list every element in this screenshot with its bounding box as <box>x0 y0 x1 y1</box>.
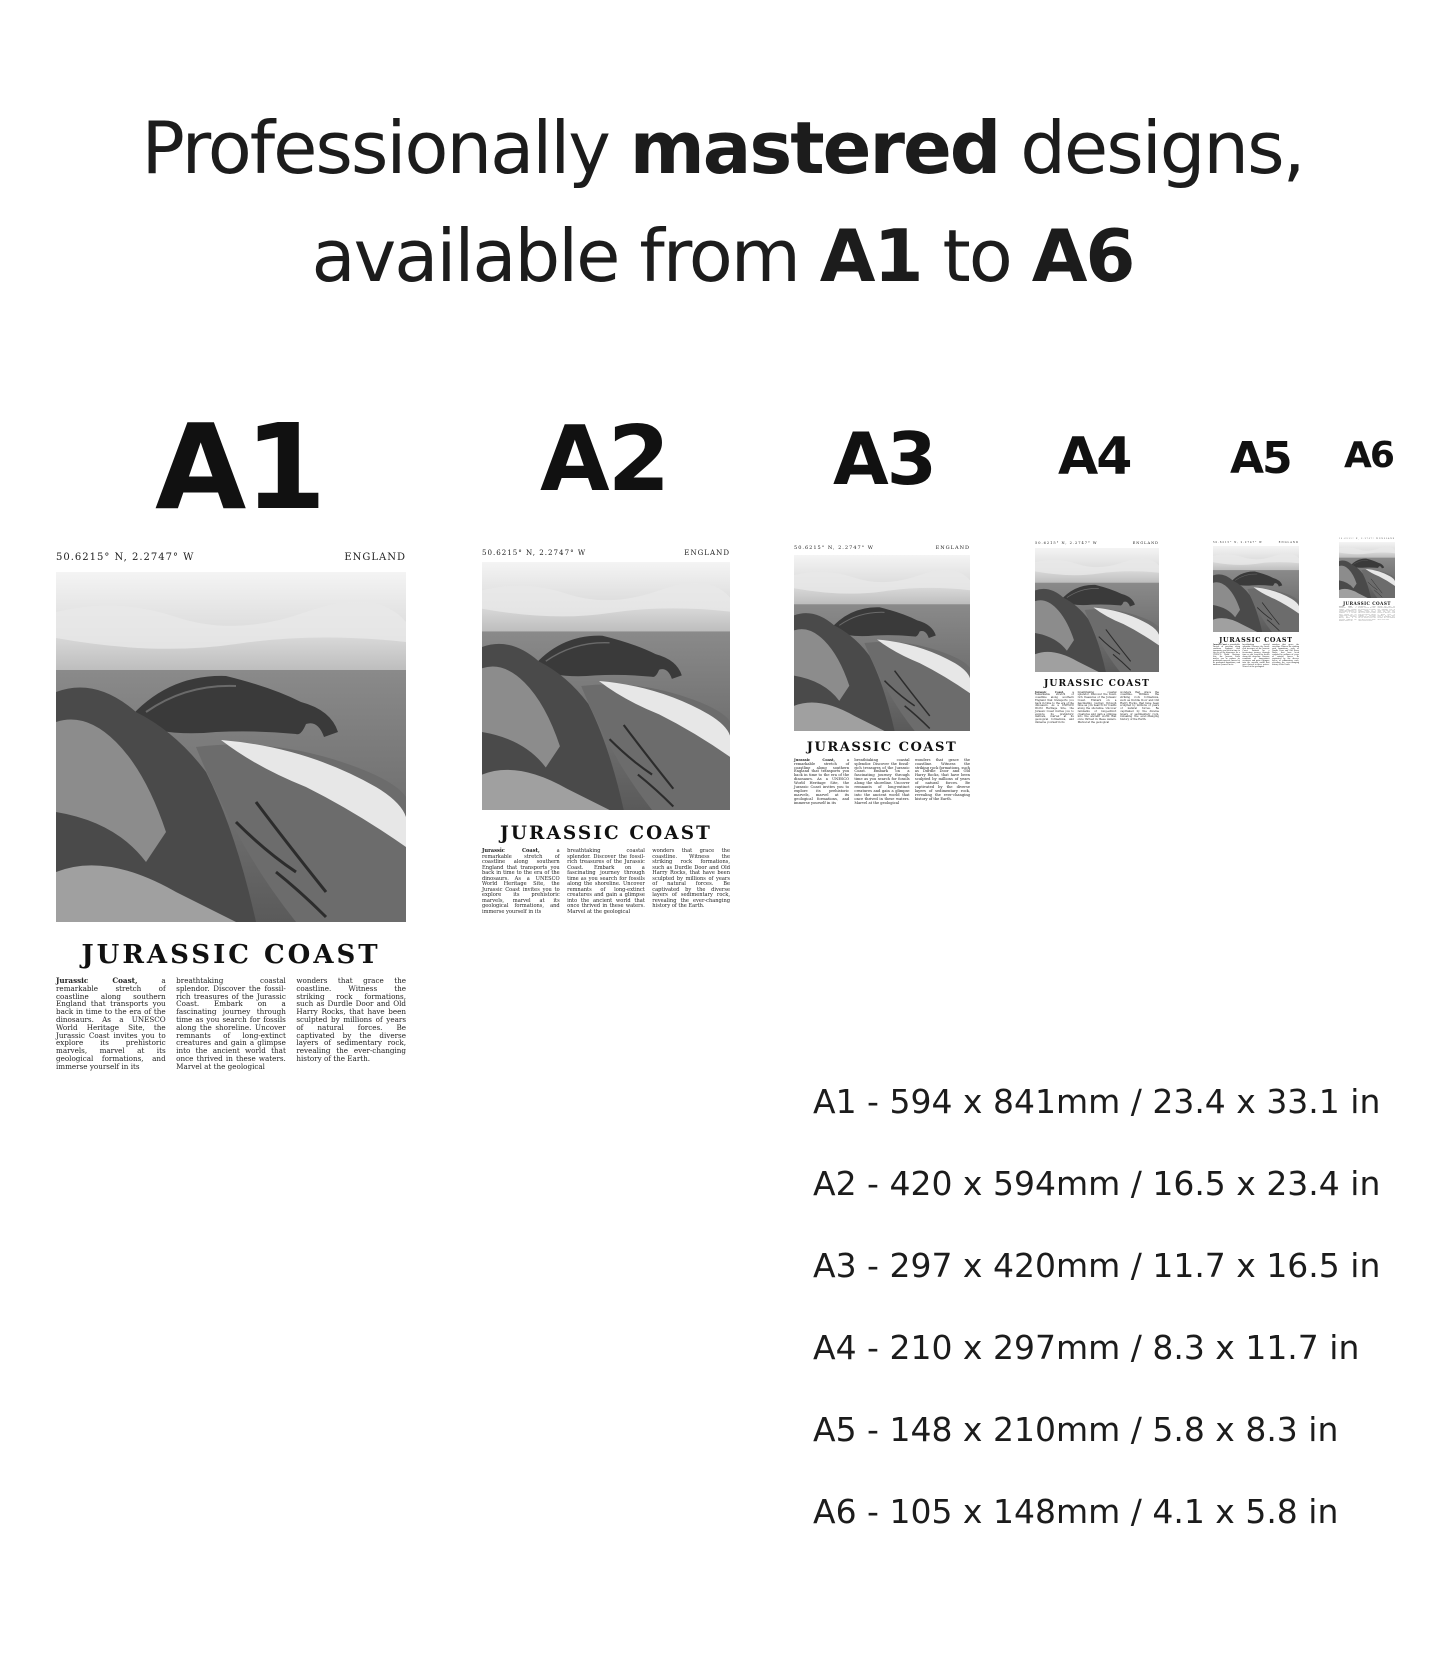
poster-body-column-2: breathtaking coastal splendor. Discover the fossil-rich treasures of the Jurassic Coast. Embark on a fascinating journey through time as you search for fossils along the shoreline. Uncover remnants of long-extinct creatures and gain a glimpse into the ancient world that once thrived in these waters. Marvel at the geological <box>854 757 910 805</box>
headline-text: available from <box>311 214 820 298</box>
poster-country: ENGLAND <box>1278 541 1299 544</box>
poster-title: JURASSIC COAST <box>81 940 381 970</box>
poster-body-column-2: breathtaking coastal splendor. Discover the fossil-rich treasures of the Jurassic Coast. Embark on a fascinating journey through time as you search for fossils along the shoreline. Uncover remnants of long-extinct creatures and gain a glimpse into the ancient world that once thrived in these waters. Marvel at the geological <box>176 976 286 1071</box>
size-label-a4: A4 <box>1058 427 1131 487</box>
poster-body-text: a remarkable stretch of coastline along southern England that transports you back in time to the era of the dinosaurs. As a UNESCO World Heritage Site, the Jurassic Coast invites you to explore its prehistoric marvels, marvel at its geological formations, and immerse yourself in its <box>1213 644 1240 666</box>
size-label-a1: A1 <box>155 398 325 536</box>
poster-body-column-2: breathtaking coastal splendor. Discover the fossil-rich treasures of the Jurassic Coast. Embark on a fascinating journey through time as you search for fossils along the shoreline. Uncover remnants of long-extinct creatures and gain a glimpse into the ancient world that once thrived in these waters. Marvel at the geological <box>1077 690 1117 724</box>
poster-header <box>56 552 406 563</box>
poster-header <box>482 548 730 557</box>
poster-a3 <box>794 545 970 805</box>
poster-a1 <box>56 552 406 1072</box>
poster-country: ENGLAND <box>935 545 970 551</box>
poster-body <box>1213 645 1299 666</box>
size-spec-a5: A5 - 148 x 210mm / 5.8 x 8.3 in <box>813 1410 1339 1449</box>
size-label-a5: A5 <box>1230 433 1291 484</box>
durdle-door-photo <box>56 572 406 922</box>
poster-body-column-3: wonders that grace the coastline. Witness the striking rock formations, such as Durdle Door and Old Harry Rocks, that have been sculpted by millions of years of natural forces. Be captivated by the diverse layers of sedimentary rock, revealing the ever-changing history of the Earth. <box>1377 607 1395 621</box>
durdle-door-photo <box>1339 542 1395 598</box>
poster-photo <box>1339 542 1395 598</box>
poster-body-lead: Jurassic Coast, <box>794 757 835 762</box>
poster-title: JURASSIC COAST <box>1044 678 1150 690</box>
poster-body-text: a remarkable stretch of coastline along southern England that transports you back in time to the era of the dinosaurs. As a UNESCO World Heritage Site, the Jurassic Coast invites you to explore its prehistoric marvels, marvel at its geological formations, and immerse yourself in its <box>56 976 166 1071</box>
poster-body-column-2: breathtaking coastal splendor. Discover the fossil-rich treasures of the Jurassic Coast. Embark on a fascinating journey through time as you search for fossils along the shoreline. Uncover remnants of long-extinct creatures and gain a glimpse into the ancient world that once thrived in these waters. Marvel at the geological <box>567 848 645 915</box>
size-spec-a2: A2 - 420 x 594mm / 16.5 x 23.4 in <box>813 1164 1381 1203</box>
poster-photo <box>482 562 730 810</box>
poster-body-lead: Jurassic Coast, <box>1035 690 1064 694</box>
poster-body-column-3: wonders that grace the coastline. Witness the striking rock formations, such as Durdle Door and Old Harry Rocks, that have been sculpted by millions of years of natural forces. Be captivated by the diverse layers of sedimentary rock, revealing the ever-changing history of the Earth. <box>914 757 970 801</box>
poster-coordinates: 50.6215° N, 2.2747° W <box>56 552 195 563</box>
poster-body-column-3: wonders that grace the coastline. Witness the striking rock formations, such as Durdle Door and Old Harry Rocks, that have been sculpted by millions of years of natural forces. Be captivated by the diverse layers of sedimentary rock, revealing the ever-changing history of the Earth. <box>652 848 730 910</box>
poster-coordinates: 50.6215° N, 2.2747° W <box>1213 541 1263 544</box>
headline-bold-mastered: mastered <box>629 106 1000 190</box>
headline-bold-a6: A6 <box>1031 214 1134 298</box>
poster-body <box>1339 607 1395 621</box>
poster-body-column-2: breathtaking coastal splendor. Discover the fossil-rich treasures of the Jurassic Coast. Embark on a fascinating journey through time as you search for fossils along the shoreline. Uncover remnants of long-extinct creatures and gain a glimpse into the ancient world that once thrived in these waters. Marvel at the geological <box>1242 644 1270 668</box>
poster-body <box>482 848 730 915</box>
poster-header <box>1213 541 1299 544</box>
poster-title: JURASSIC COAST <box>1343 601 1391 607</box>
poster-a6 <box>1339 539 1395 625</box>
poster-body <box>1035 692 1159 722</box>
size-label-a2: A2 <box>540 407 669 512</box>
poster-title: JURASSIC COAST <box>1219 636 1293 645</box>
size-spec-a1: A1 - 594 x 841mm / 23.4 x 33.1 in <box>813 1082 1381 1121</box>
poster-body-text: a remarkable stretch of coastline along southern England that transports you back in time to the era of the dinosaurs. As a UNESCO World Heritage Site, the Jurassic Coast invites you to explore its prehistoric marvels, marvel at its geological formations, and immerse yourself in its <box>794 757 850 805</box>
poster-body-column-3: wonders that grace the coastline. Witness the striking rock formations, such as Durdle Door and Old Harry Rocks, that have been sculpted by millions of years of natural forces. Be captivated by the diverse layers of sedimentary rock, revealing the ever-changing history of the Earth. <box>1272 644 1300 666</box>
poster-body-column-1 <box>1035 692 1074 722</box>
poster-title: JURASSIC COAST <box>806 740 958 756</box>
poster-body-column-3: wonders that grace the coastline. Witness the striking rock formations, such as Durdle Door and Old Harry Rocks, that have been sculpted by millions of years of natural forces. Be captivated by the diverse layers of sedimentary rock, revealing the ever-changing history of the Earth. <box>1120 690 1160 722</box>
poster-body-column-1 <box>794 757 850 805</box>
poster-coordinates: 50.6215° N, 2.2747° W <box>1339 539 1379 540</box>
poster-header <box>794 545 970 551</box>
size-label-a6: A6 <box>1344 435 1393 476</box>
poster-photo <box>1213 546 1299 632</box>
poster-body-lead: Jurassic Coast, <box>482 848 540 855</box>
poster-coordinates: 50.6215° N, 2.2747° W <box>1035 541 1098 545</box>
poster-body <box>56 976 407 1071</box>
poster-body-text: a remarkable stretch of coastline along southern England that transports you back in time to the era of the dinosaurs. As a UNESCO World Heritage Site, the Jurassic Coast invites you to explore its prehistoric marvels, marvel at its geological formations, and immerse yourself in its <box>482 848 560 915</box>
headline-line-2 <box>0 214 1445 298</box>
poster-body-column-1 <box>56 976 166 1071</box>
poster-photo <box>56 572 406 922</box>
poster-country: ENGLAND <box>344 552 406 563</box>
poster-coordinates: 50.6215° N, 2.2747° W <box>482 548 587 557</box>
size-spec-a4: A4 - 210 x 297mm / 8.3 x 11.7 in <box>813 1328 1360 1367</box>
size-spec-a3: A3 - 297 x 420mm / 11.7 x 16.5 in <box>813 1246 1381 1285</box>
headline-line-1 <box>0 106 1445 190</box>
poster-country: ENGLAND <box>684 548 730 557</box>
durdle-door-photo <box>482 562 730 810</box>
durdle-door-photo <box>794 555 970 731</box>
poster-body-text: a remarkable stretch of coastline along southern England that transports you back in time to the era of the dinosaurs. As a UNESCO World Heritage Site, the Jurassic Coast invites you to explore its prehistoric marvels, marvel at its geological formations, and immerse yourself in its <box>1339 607 1357 622</box>
poster-header <box>1339 539 1395 540</box>
poster-a4 <box>1035 541 1159 727</box>
poster-photo <box>794 555 970 731</box>
headline-bold-a1: A1 <box>819 214 922 298</box>
poster-body-column-1 <box>1339 607 1357 621</box>
durdle-door-photo <box>1035 548 1159 672</box>
poster-a5 <box>1213 541 1299 669</box>
poster-body-lead: Jurassic Coast, <box>1339 607 1352 608</box>
size-label-a3: A3 <box>833 417 935 501</box>
size-spec-list <box>813 1082 1381 1577</box>
poster-body-column-1 <box>482 848 560 915</box>
poster-body-text: a remarkable stretch of coastline along southern England that transports you back in time to the era of the dinosaurs. As a UNESCO World Heritage Site, the Jurassic Coast invites you to explore its prehistoric marvels, marvel at its geological formations, and immerse yourself in its <box>1035 690 1074 724</box>
poster-country: ENGLAND <box>1379 539 1395 540</box>
size-spec-a6: A6 - 105 x 148mm / 4.1 x 5.8 in <box>813 1492 1339 1531</box>
poster-header <box>1035 541 1159 545</box>
headline-text: designs, <box>999 106 1304 190</box>
poster-body-column-3: wonders that grace the coastline. Witness the striking rock formations, such as Durdle Door and Old Harry Rocks, that have been sculpted by millions of years of natural forces. Be captivated by the diverse layers of sedimentary rock, revealing the ever-changing history of the Earth. <box>296 976 407 1063</box>
poster-a2 <box>482 548 730 918</box>
headline-text: to <box>921 214 1032 298</box>
poster-photo <box>1035 548 1159 672</box>
poster-coordinates: 50.6215° N, 2.2747° W <box>794 545 874 551</box>
poster-body-column-2: breathtaking coastal splendor. Discover the fossil-rich treasures of the Jurassic Coast. Embark on a fascinating journey through time as you search for fossils along the shoreline. Uncover remnants of long-extinct creatures and gain a glimpse into the ancient world that once thrived in these waters. Marvel at the geological <box>1358 607 1376 622</box>
poster-body-column-1 <box>1213 645 1240 666</box>
headline-text: Professionally <box>141 106 630 190</box>
poster-country: ENGLAND <box>1132 541 1159 545</box>
poster-body <box>794 757 970 805</box>
poster-body-lead: Jurassic Coast, <box>56 976 138 985</box>
durdle-door-photo <box>1213 546 1299 632</box>
poster-body-lead: Jurassic Coast, <box>1213 644 1228 647</box>
poster-title: JURASSIC COAST <box>500 822 712 844</box>
